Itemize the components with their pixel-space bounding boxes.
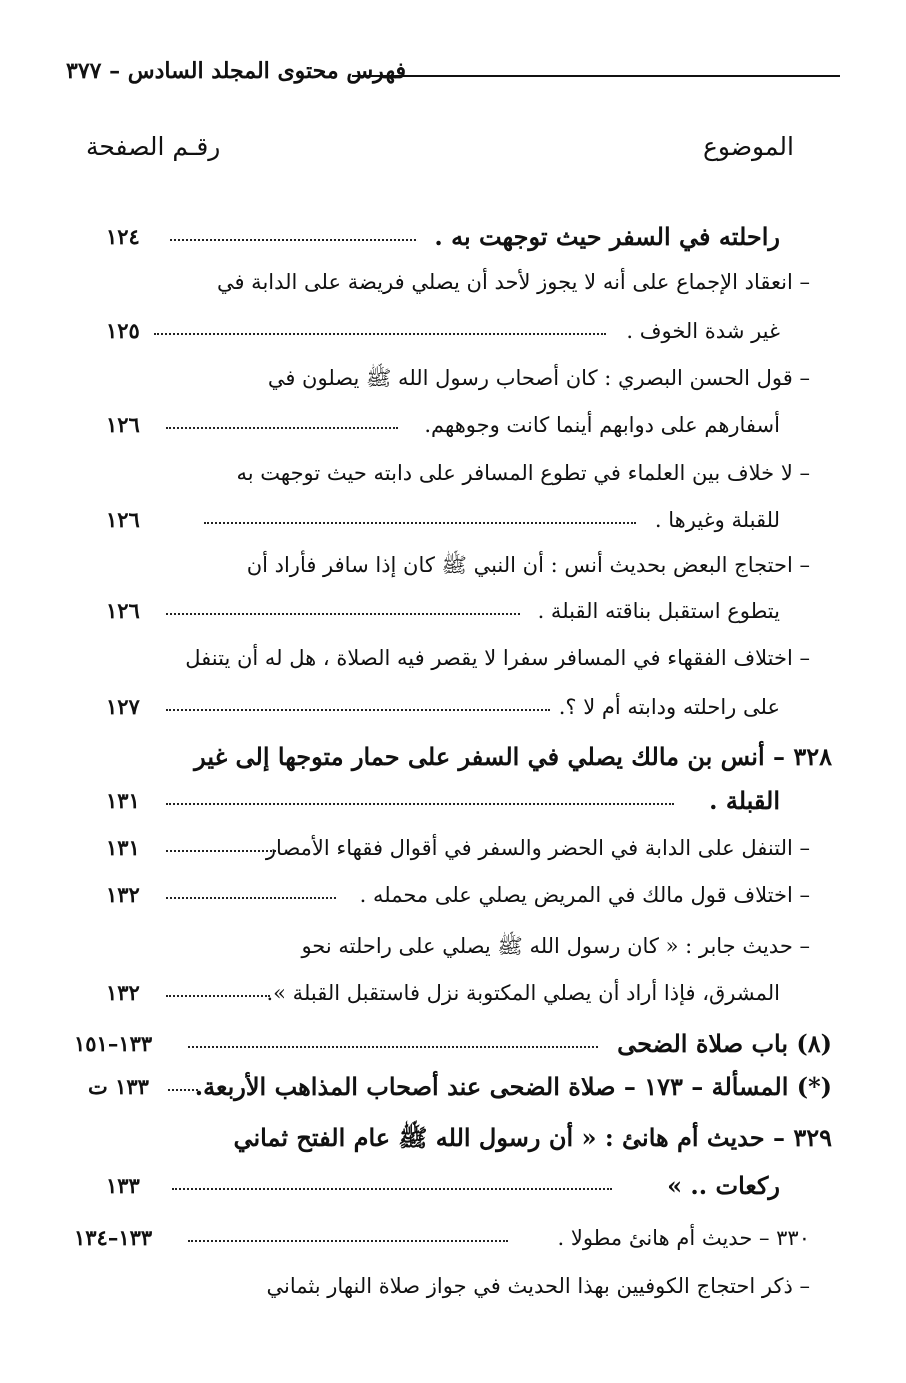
entry-text: – انعقاد الإجماع على أنه لا يجوز لأحد أن يصلي فريضة على الدابة في bbox=[216, 270, 810, 294]
entry-text: ركعات .. » bbox=[667, 1171, 780, 1200]
entry-line bbox=[0, 1218, 906, 1258]
page-number: ١٢٦ bbox=[106, 507, 140, 532]
page-number: ١٢٦ bbox=[106, 598, 140, 623]
entry-text: ٣٣٠ – حديث أم هانئ مطولا . bbox=[557, 1226, 810, 1250]
entry-line bbox=[0, 545, 906, 585]
entry-text: – حديث جابر : « كان رسول الله ﷺ يصلي على راحلته نحو bbox=[301, 934, 810, 958]
entry-text: – التنفل على الدابة في الحضر والسفر في أقوال فقهاء الأمصار bbox=[265, 836, 810, 860]
page-number: ١٣١ bbox=[106, 788, 140, 813]
entry-line bbox=[0, 405, 906, 445]
dot-leader bbox=[172, 1188, 612, 1190]
page-number: ١٣١ bbox=[106, 835, 140, 860]
entry-text: راحلته في السفر حيث توجهت به . bbox=[434, 222, 780, 251]
entry-text: (*) المسألة – ١٧٣ – صلاة الضحى عند أصحاب المذاهب الأربعة. bbox=[194, 1072, 832, 1101]
entry-line bbox=[0, 781, 906, 821]
entry-line bbox=[0, 737, 906, 777]
entry-line bbox=[0, 453, 906, 493]
entry-line bbox=[0, 926, 906, 966]
entry-text: – اختلاف قول مالك في المريض يصلي على محمله . bbox=[359, 883, 810, 907]
entry-line bbox=[0, 500, 906, 540]
entry-text: – اختلاف الفقهاء في المسافر سفرا لا يقصر فيه الصلاة ، هل له أن يتنفل bbox=[185, 646, 810, 670]
entry-line bbox=[0, 217, 906, 257]
entry-line bbox=[0, 875, 906, 915]
entry-text: غير شدة الخوف . bbox=[626, 319, 780, 343]
header-title: فهرس محتوى المجلد السادس – ٣٧٧ bbox=[66, 58, 406, 84]
dot-leader bbox=[166, 427, 398, 429]
entry-line bbox=[0, 262, 906, 302]
dot-leader bbox=[170, 239, 416, 241]
entry-line bbox=[0, 1024, 906, 1064]
entry-line bbox=[0, 358, 906, 398]
entry-text: – لا خلاف بين العلماء في تطوع المسافر على دابته حيث توجهت به bbox=[236, 461, 810, 485]
entry-text: على راحلته ودابته أم لا ؟. bbox=[558, 695, 780, 719]
entry-text: ٣٢٨ – أنس بن مالك يصلي في السفر على حمار متوجها إلى غير bbox=[194, 742, 832, 771]
page-number: ١٢٤ bbox=[106, 224, 140, 249]
dot-leader bbox=[166, 709, 550, 711]
entry-line bbox=[0, 1266, 906, 1306]
entry-line bbox=[0, 311, 906, 351]
page-number: ١٢٦ bbox=[106, 412, 140, 437]
header-rule bbox=[352, 75, 840, 77]
dot-leader bbox=[188, 1240, 508, 1242]
dot-leader bbox=[166, 803, 674, 805]
entry-text: القبلة . bbox=[709, 786, 780, 815]
dot-leader bbox=[168, 1089, 198, 1091]
dot-leader bbox=[188, 1046, 598, 1048]
entry-text: (٨) باب صلاة الضحى bbox=[617, 1029, 832, 1058]
page-number: ١٣٣ ت bbox=[88, 1074, 149, 1099]
page-number: ١٣٣–١٥١ bbox=[74, 1031, 153, 1056]
page-number: ١٢٧ bbox=[106, 694, 140, 719]
entry-text: – ذكر احتجاج الكوفيين بهذا الحديث في جواز صلاة النهار بثماني bbox=[266, 1274, 810, 1298]
dot-leader bbox=[166, 897, 336, 899]
page-number: ١٣٢ bbox=[106, 882, 140, 907]
page-number: ١٣٣ bbox=[106, 1173, 140, 1198]
dot-leader bbox=[204, 522, 636, 524]
entry-line bbox=[0, 1166, 906, 1206]
dot-leader bbox=[166, 995, 270, 997]
entry-text: – احتجاج البعض بحديث أنس : أن النبي ﷺ كان إذا سافر فأراد أن bbox=[246, 553, 810, 577]
dot-leader bbox=[166, 613, 520, 615]
entry-line bbox=[0, 638, 906, 678]
entry-line bbox=[0, 828, 906, 868]
entry-text: المشرق، فإذا أراد أن يصلي المكتوبة نزل فاستقبل القبلة ». bbox=[266, 981, 780, 1005]
page-number-column-heading: رقـم الصفحة bbox=[86, 132, 221, 161]
entry-line bbox=[0, 973, 906, 1013]
entry-line bbox=[0, 1118, 906, 1158]
page-number: ١٣٣–١٣٤ bbox=[74, 1225, 153, 1250]
dot-leader bbox=[166, 850, 276, 852]
entry-line bbox=[0, 591, 906, 631]
entry-text: للقبلة وغيرها . bbox=[654, 508, 780, 532]
page-number: ١٣٢ bbox=[106, 980, 140, 1005]
running-header bbox=[0, 58, 906, 92]
entry-line bbox=[0, 687, 906, 727]
entry-text: ٣٢٩ – حديث أم هانئ : « أن رسول الله ﷺ عام الفتح ثماني bbox=[233, 1123, 832, 1152]
page-number: ١٢٥ bbox=[106, 318, 140, 343]
topic-column-heading: الموضوع bbox=[703, 132, 794, 161]
entry-line bbox=[0, 1067, 906, 1107]
entry-text: – قول الحسن البصري : كان أصحاب رسول الله ﷺ يصلون في bbox=[267, 366, 810, 390]
entry-text: أسفارهم على دوابهم أينما كانت وجوههم. bbox=[424, 413, 780, 437]
entry-text: يتطوع استقبل بناقته القبلة . bbox=[537, 599, 780, 623]
dot-leader bbox=[154, 333, 606, 335]
